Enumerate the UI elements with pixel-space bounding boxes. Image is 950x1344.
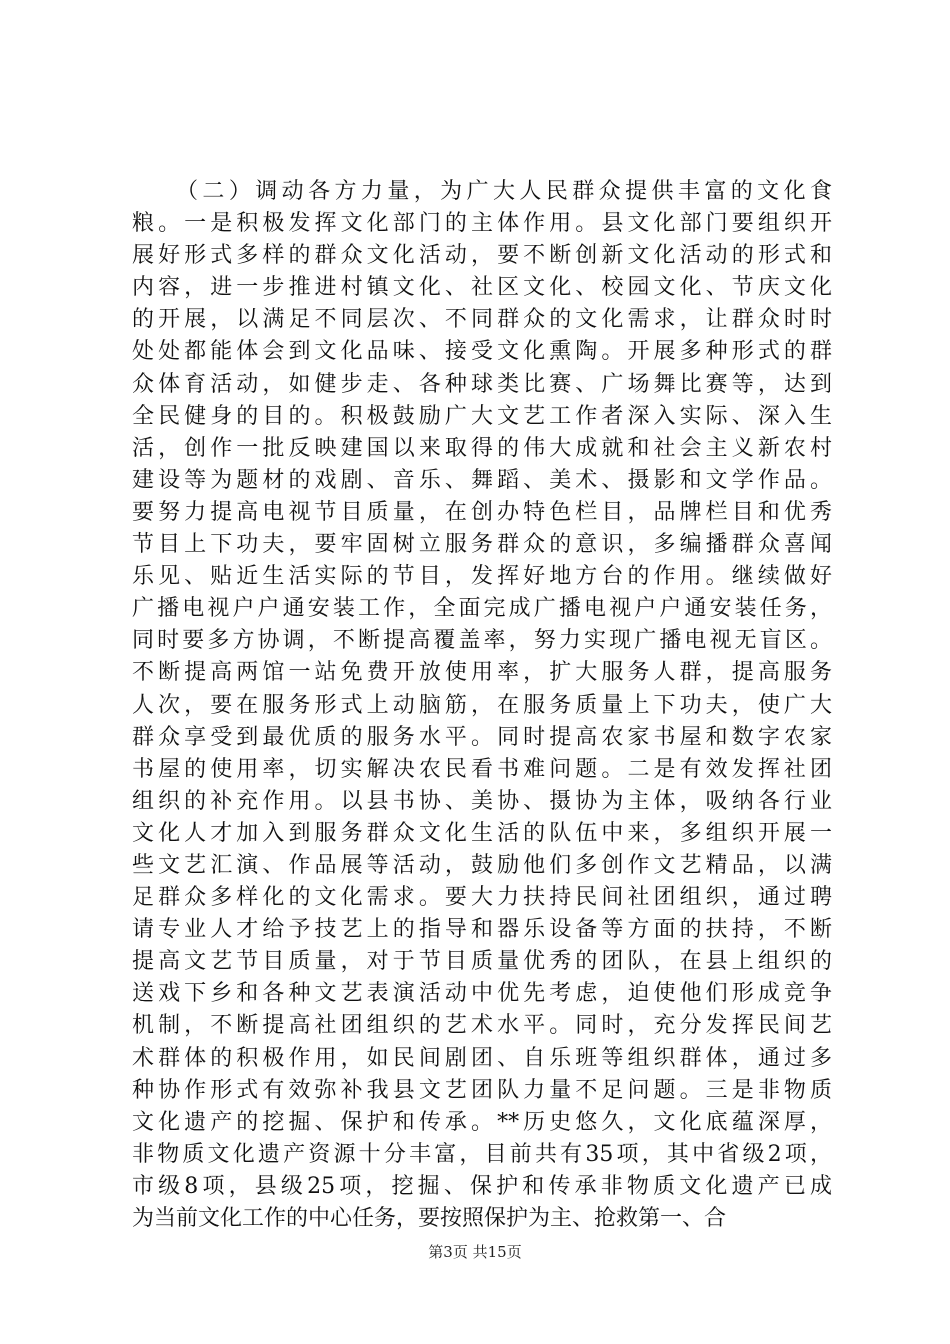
text-line: 全民健身的目的。积极鼓励广大文艺工作者深入实际、深入生 (132, 403, 832, 429)
text-line: 书屋的使用率，切实解决农民看书难问题。二是有效发挥社团 (132, 756, 832, 782)
text-line: 处处都能体会到文化品味、接受文化熏陶。开展多种形式的群 (132, 339, 832, 365)
text-line: 的开展，以满足不同层次、不同群众的文化需求，让群众时时 (132, 307, 832, 333)
text-line: 人次，要在服务形式上动脑筋，在服务质量上下功夫，使广大 (132, 692, 832, 718)
text-line: 乐见、贴近生活实际的节目，发挥好地方台的作用。继续做好 (132, 564, 832, 590)
text-line: 些文艺汇演、作品展等活动，鼓励他们多创作文艺精品，以满 (132, 852, 832, 878)
text-line: 组织的补充作用。以县书协、美协、摄协为主体，吸纳各行业 (132, 788, 832, 814)
text-line: 群众享受到最优质的服务水平。同时提高农家书屋和数字农家 (132, 724, 832, 750)
text-line: 要努力提高电视节目质量，在创办特色栏目，品牌栏目和优秀 (132, 499, 832, 525)
text-line: 展好形式多样的群众文化活动，要不断创新文化活动的形式和 (132, 243, 832, 269)
text-line: 提高文艺节目质量，对于节目质量优秀的团队，在县上组织的 (132, 949, 832, 975)
text-line: 广播电视户户通安装工作，全面完成广播电视户户通安装任务， (132, 596, 832, 622)
text-line: 建设等为题材的戏剧、音乐、舞蹈、美术、摄影和文学作品。 (132, 467, 832, 493)
text-line: 众体育活动，如健步走、各种球类比赛、广场舞比赛等，达到 (132, 371, 832, 397)
body-paragraph (132, 176, 832, 1235)
text-line: （二）调动各方力量，为广大人民群众提供丰富的文化食 (176, 179, 832, 204)
text-line: 不断提高两馆一站免费开放使用率，扩大服务人群，提高服务 (132, 660, 832, 686)
text-line: 种协作形式有效弥补我县文艺团队力量不足问题。三是非物质 (132, 1077, 832, 1103)
text-line: 送戏下乡和各种文艺表演活动中优先考虑，迫使他们形成竞争 (132, 981, 832, 1007)
text-line: 活，创作一批反映建国以来取得的伟大成就和社会主义新农村 (132, 435, 832, 461)
text-line: 机制，不断提高社团组织的艺术水平。同时，充分发挥民间艺 (132, 1013, 832, 1039)
page-number-footer: 第3页 共15页 (428, 1243, 522, 1261)
text-line: 同时要多方协调，不断提高覆盖率，努力实现广播电视无盲区。 (132, 628, 832, 654)
text-line: 节目上下功夫，要牢固树立服务群众的意识，多编播群众喜闻 (132, 532, 832, 558)
text-line: 术群体的积极作用，如民间剧团、自乐班等组织群体，通过多 (132, 1045, 832, 1071)
text-line: 市级8项，县级25项，挖掘、保护和传承非物质文化遗产已成 (132, 1173, 832, 1199)
text-line: 为当前文化工作的中心任务，要按照保护为主、抢救第一、合 (132, 1206, 727, 1231)
text-line: 粮。一是积极发挥文化部门的主体作用。县文化部门要组织开 (132, 211, 832, 237)
text-line: 请专业人才给予技艺上的指导和器乐设备等方面的扶持，不断 (132, 917, 832, 943)
text-line: 非物质文化遗产资源十分丰富，目前共有35项，其中省级2项， (132, 1141, 832, 1167)
text-line: 文化遗产的挖掘、保护和传承。**历史悠久，文化底蕴深厚， (132, 1109, 832, 1135)
text-line: 足群众多样化的文化需求。要大力扶持民间社团组织，通过聘 (132, 885, 832, 911)
text-line: 文化人才加入到服务群众文化生活的队伍中来，多组织开展一 (132, 820, 832, 846)
text-line: 内容，进一步推进村镇文化、社区文化、校园文化、节庆文化 (132, 275, 832, 301)
